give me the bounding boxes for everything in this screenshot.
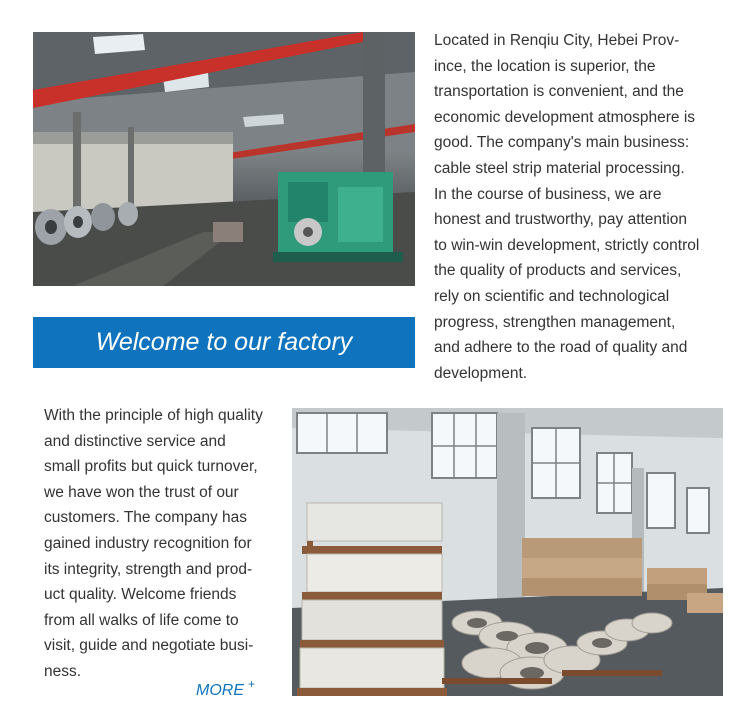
welcome-banner xyxy=(33,317,415,368)
warehouse-photo xyxy=(292,408,723,696)
intro-line: honest and trustworthy, pay attention xyxy=(434,211,688,229)
intro-line: and adhere to the road of quality and xyxy=(434,339,688,357)
principle-line: With the principle of high quality xyxy=(44,407,263,424)
intro-line: the quality of products and services, xyxy=(434,262,682,280)
plus-icon: + xyxy=(248,677,256,691)
principle-line: uct quality. Welcome friends xyxy=(44,586,237,604)
intro-line: transportation is convenient, and the xyxy=(434,83,684,101)
factory-hall-photo xyxy=(33,32,415,286)
principle-line: small profits but quick turnover, xyxy=(44,458,258,476)
principle-line: gained industry recognition for xyxy=(44,534,252,552)
more-label: MORE xyxy=(196,682,244,699)
welcome-title: Welcome to our factory xyxy=(95,328,353,356)
intro-line: to win-win development, strictly control xyxy=(434,236,700,254)
principle-line: customers. The company has xyxy=(44,509,248,527)
intro-paragraph xyxy=(434,28,724,386)
intro-line: development. xyxy=(434,364,528,382)
intro-line: rely on scientific and technological xyxy=(434,287,670,305)
intro-line: good. The company's main business: xyxy=(434,134,690,152)
principle-paragraph xyxy=(44,403,276,685)
principle-line: and distinctive service and xyxy=(44,432,226,450)
intro-line: economic development atmosphere is xyxy=(434,108,696,126)
intro-line: Located in Renqiu City, Hebei Prov- xyxy=(434,32,680,49)
principle-line: its integrity, strength and prod- xyxy=(44,560,253,578)
more-link[interactable] xyxy=(196,677,256,700)
principle-line: ness. xyxy=(44,662,82,680)
intro-line: In the course of business, we are xyxy=(434,185,662,203)
intro-line: cable steel strip material processing. xyxy=(434,159,685,177)
intro-line: ince, the location is superior, the xyxy=(434,57,656,75)
principle-line: we have won the trust of our xyxy=(44,483,239,501)
principle-line: visit, guide and negotiate busi- xyxy=(44,637,254,655)
principle-line: from all walks of life come to xyxy=(44,611,239,629)
intro-line: progress, strengthen management, xyxy=(434,313,676,331)
